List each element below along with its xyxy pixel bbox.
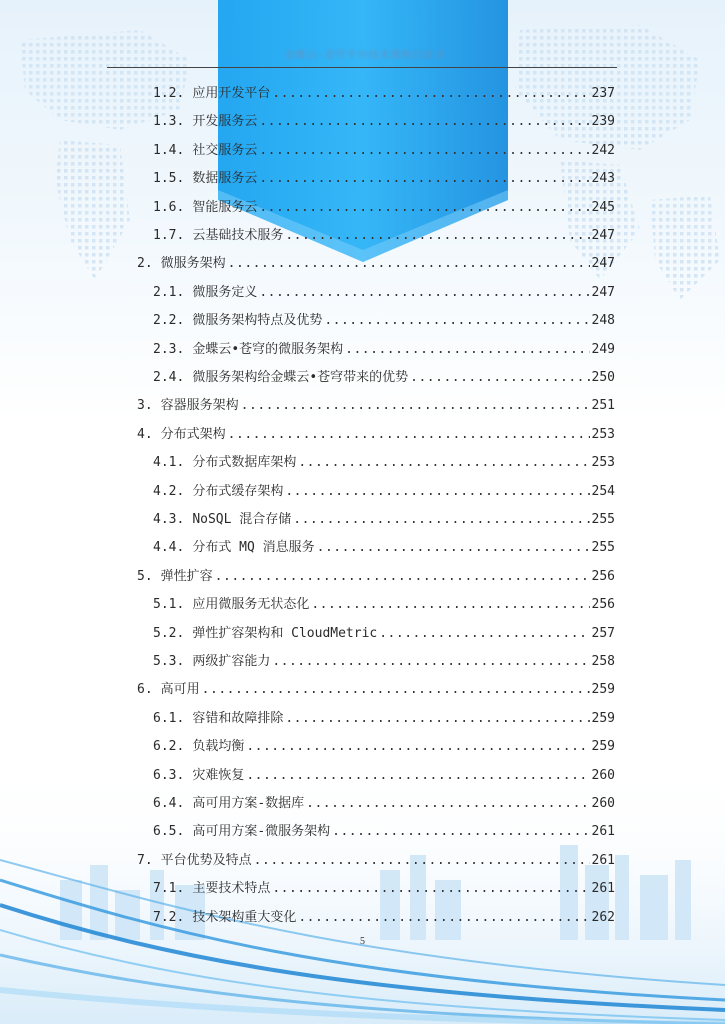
- toc-entry[interactable]: [153, 652, 615, 672]
- toc-entry[interactable]: [153, 368, 615, 388]
- toc-dot-leader: [306, 794, 589, 814]
- toc-entry-number: 2.3.: [153, 341, 185, 357]
- toc-entry[interactable]: [153, 709, 615, 729]
- toc-dot-leader: [259, 283, 589, 303]
- toc-entry-number: 7.1.: [153, 881, 185, 897]
- toc-entry-title: 灾难恢复: [192, 767, 245, 783]
- toc-entry[interactable]: [153, 822, 615, 842]
- toc-entry-page: 247: [591, 228, 615, 243]
- toc-entry-number: 4.2.: [153, 483, 185, 499]
- toc-dot-leader: [379, 624, 589, 644]
- toc-entry[interactable]: [153, 766, 615, 786]
- toc-entry-number: 6.4.: [153, 796, 185, 811]
- toc-dot-leader: [254, 851, 590, 871]
- toc-entry-page: 256: [591, 597, 615, 613]
- toc-entry-page: 257: [591, 625, 615, 641]
- toc-entry-title: 技术架构重大变化: [192, 909, 297, 925]
- toc-entry-page: 261: [591, 852, 615, 868]
- toc-dot-leader: [272, 879, 589, 899]
- toc-entry[interactable]: [153, 595, 615, 615]
- toc-entry-page: 254: [591, 483, 615, 499]
- toc-entry[interactable]: [153, 482, 615, 502]
- toc-entry-page: 242: [591, 142, 615, 158]
- toc-entry-title: 弹性扩容: [160, 568, 213, 584]
- toc-entry-page: 239: [591, 114, 615, 130]
- toc-entry-page: 248: [591, 313, 615, 329]
- toc-entry-title: 分布式数据库架构: [192, 455, 297, 471]
- toc-dot-leader: [410, 368, 589, 388]
- toc-entry-page: 260: [591, 796, 615, 811]
- toc-entry-page: 259: [591, 710, 615, 726]
- toc-entry[interactable]: [137, 425, 615, 445]
- page-number: 5: [360, 936, 365, 947]
- toc-entry-title: 容器服务架构: [160, 398, 239, 414]
- toc-entry-number: 6.3.: [153, 767, 185, 783]
- toc-entry-page: 253: [591, 455, 615, 471]
- toc-entry[interactable]: [153, 141, 615, 161]
- toc-entry-title: 高可用方案-微服务架构: [192, 824, 331, 840]
- toc-entry-title: 应用开发平台: [192, 86, 271, 101]
- toc-entry-page: 237: [591, 86, 615, 101]
- toc-entry[interactable]: [153, 169, 615, 189]
- toc-entry-number: 5.3.: [153, 654, 185, 669]
- toc-dot-leader: [298, 453, 589, 473]
- toc-entry-page: 260: [591, 767, 615, 783]
- toc-entry-number: 4.4.: [153, 540, 185, 556]
- toc-entry-number: 2.4.: [153, 370, 185, 385]
- toc-entry-page: 255: [591, 512, 615, 527]
- toc-dot-leader: [272, 84, 589, 104]
- toc-entry[interactable]: [153, 908, 615, 928]
- toc-entry-page: 243: [591, 171, 615, 187]
- toc-dot-leader: [285, 709, 589, 729]
- toc-dot-leader: [324, 311, 589, 331]
- toc-entry-page: 262: [591, 909, 615, 925]
- toc-dot-leader: [215, 567, 590, 587]
- toc-entry-number: 6.2.: [153, 739, 185, 755]
- toc-entry[interactable]: [153, 453, 615, 473]
- toc-entry-page: 261: [591, 881, 615, 897]
- toc-entry-number: 1.7.: [153, 228, 185, 243]
- toc-entry[interactable]: [153, 340, 615, 360]
- toc-entry-page: 258: [591, 654, 615, 669]
- toc-entry-title: NoSQL 混合存储: [192, 512, 292, 527]
- toc-entry-title: 云基础技术服务: [192, 228, 284, 243]
- toc-dot-leader: [228, 425, 590, 445]
- toc-entry-title: 分布式架构: [160, 426, 226, 442]
- toc-entry-title: 弹性扩容架构和 CloudMetric: [192, 625, 378, 641]
- toc-entry-page: 247: [591, 284, 615, 300]
- toc-dot-leader: [293, 510, 589, 530]
- toc-entry-number: 5.2.: [153, 625, 185, 641]
- toc-entry-page: 250: [591, 370, 615, 385]
- toc-dot-leader: [317, 538, 590, 558]
- toc-entry[interactable]: [153, 283, 615, 303]
- toc-entry-title: 主要技术特点: [192, 881, 271, 897]
- toc-entry-number: 4.: [137, 426, 153, 442]
- toc-entry-page: 245: [591, 199, 615, 215]
- toc-entry-number: 1.4.: [153, 142, 185, 158]
- toc-entry-number: 3.: [137, 398, 153, 414]
- toc-dot-leader: [259, 141, 589, 161]
- toc-entry[interactable]: [153, 510, 615, 530]
- toc-entry-title: 应用微服务无状态化: [192, 597, 310, 613]
- toc-dot-leader: [259, 112, 589, 132]
- toc-entry-page: 259: [591, 682, 615, 698]
- toc-dot-leader: [311, 595, 589, 615]
- toc-entry[interactable]: [137, 680, 615, 700]
- toc-entry-number: 7.: [137, 852, 153, 868]
- toc-dot-leader: [241, 396, 590, 416]
- toc-entry-title: 负载均衡: [192, 739, 245, 755]
- toc-entry-title: 金蝶云•苍穹的微服务架构: [192, 341, 344, 357]
- toc-dot-leader: [332, 822, 589, 842]
- toc-entry-number: 4.1.: [153, 455, 185, 471]
- toc-dot-leader: [228, 254, 590, 274]
- toc-entry[interactable]: [153, 311, 615, 331]
- toc-entry[interactable]: [137, 851, 615, 871]
- toc-entry-number: 6.1.: [153, 710, 185, 726]
- toc-dot-leader: [259, 198, 589, 218]
- toc-entry-number: 1.3.: [153, 114, 185, 130]
- toc-dot-leader: [285, 226, 589, 246]
- toc-entry[interactable]: [153, 198, 615, 218]
- toc-dot-leader: [259, 169, 589, 189]
- toc-entry-title: 高可用: [160, 682, 200, 698]
- toc-entry-page: 256: [591, 568, 615, 584]
- toc-entry-title: 两级扩容能力: [192, 654, 271, 669]
- toc-entry[interactable]: [137, 254, 615, 274]
- toc-entry[interactable]: [153, 624, 615, 644]
- toc-entry[interactable]: [153, 226, 615, 246]
- toc-entry[interactable]: [137, 396, 615, 416]
- toc-entry-title: 分布式 MQ 消息服务: [192, 540, 315, 556]
- toc-entry-title: 平台优势及特点: [160, 852, 252, 868]
- toc-entry-page: 247: [591, 256, 615, 272]
- toc-entry-title: 微服务架构给金蝶云•苍穹带来的优势: [192, 370, 409, 385]
- toc-entry-page: 261: [591, 824, 615, 840]
- toc-entry-title: 微服务架构: [160, 256, 226, 272]
- toc-entry-number: 2.2.: [153, 313, 185, 329]
- toc-dot-leader: [345, 340, 589, 360]
- toc-dot-leader: [246, 766, 589, 786]
- toc-entry-page: 253: [591, 426, 615, 442]
- toc-entry-title: 智能服务云: [192, 199, 258, 215]
- toc-entry-title: 微服务架构特点及优势: [192, 313, 323, 329]
- toc-dot-leader: [246, 737, 589, 757]
- toc-entry[interactable]: [153, 737, 615, 757]
- toc-entry-page: 249: [591, 341, 615, 357]
- toc-dot-leader: [202, 680, 590, 700]
- toc-entry-number: 1.5.: [153, 171, 185, 187]
- toc-entry-number: 5.1.: [153, 597, 185, 613]
- toc-entry-number: 2.1.: [153, 284, 185, 300]
- toc-entry-page: 259: [591, 739, 615, 755]
- toc-dot-leader: [272, 652, 589, 672]
- toc-entry-number: 7.2.: [153, 909, 185, 925]
- toc-entry-title: 高可用方案-数据库: [192, 796, 305, 811]
- toc-entry-number: 1.2.: [153, 86, 185, 101]
- toc-entry-number: 4.3.: [153, 512, 185, 527]
- toc-entry-title: 分布式缓存架构: [192, 483, 284, 499]
- toc-entry-title: 容错和故障排除: [192, 710, 284, 726]
- toc-entry[interactable]: [153, 538, 615, 558]
- toc-entry-title: 数据服务云: [192, 171, 258, 187]
- header-rule: [107, 67, 617, 68]
- toc-entry-number: 1.6.: [153, 199, 185, 215]
- toc-entry-page: 255: [591, 540, 615, 556]
- toc-entry[interactable]: [153, 112, 615, 132]
- toc-entry[interactable]: [153, 879, 615, 899]
- toc-entry-number: 6.5.: [153, 824, 185, 840]
- toc-entry-number: 2.: [137, 256, 153, 272]
- toc-entry-title: 微服务定义: [192, 284, 258, 300]
- toc-entry-number: 5.: [137, 568, 153, 584]
- toc-entry[interactable]: [137, 567, 615, 587]
- toc-dot-leader: [298, 908, 589, 928]
- toc-entry-page: 251: [591, 398, 615, 414]
- toc-entry[interactable]: [153, 794, 615, 814]
- toc-entry[interactable]: [153, 84, 615, 104]
- running-header: 金蝶云·苍穹平台技术架构白皮书: [284, 50, 446, 61]
- toc-entry-number: 6.: [137, 682, 153, 698]
- toc-entry-title: 开发服务云: [192, 114, 258, 130]
- toc-entry-title: 社交服务云: [192, 142, 258, 158]
- toc-dot-leader: [285, 482, 589, 502]
